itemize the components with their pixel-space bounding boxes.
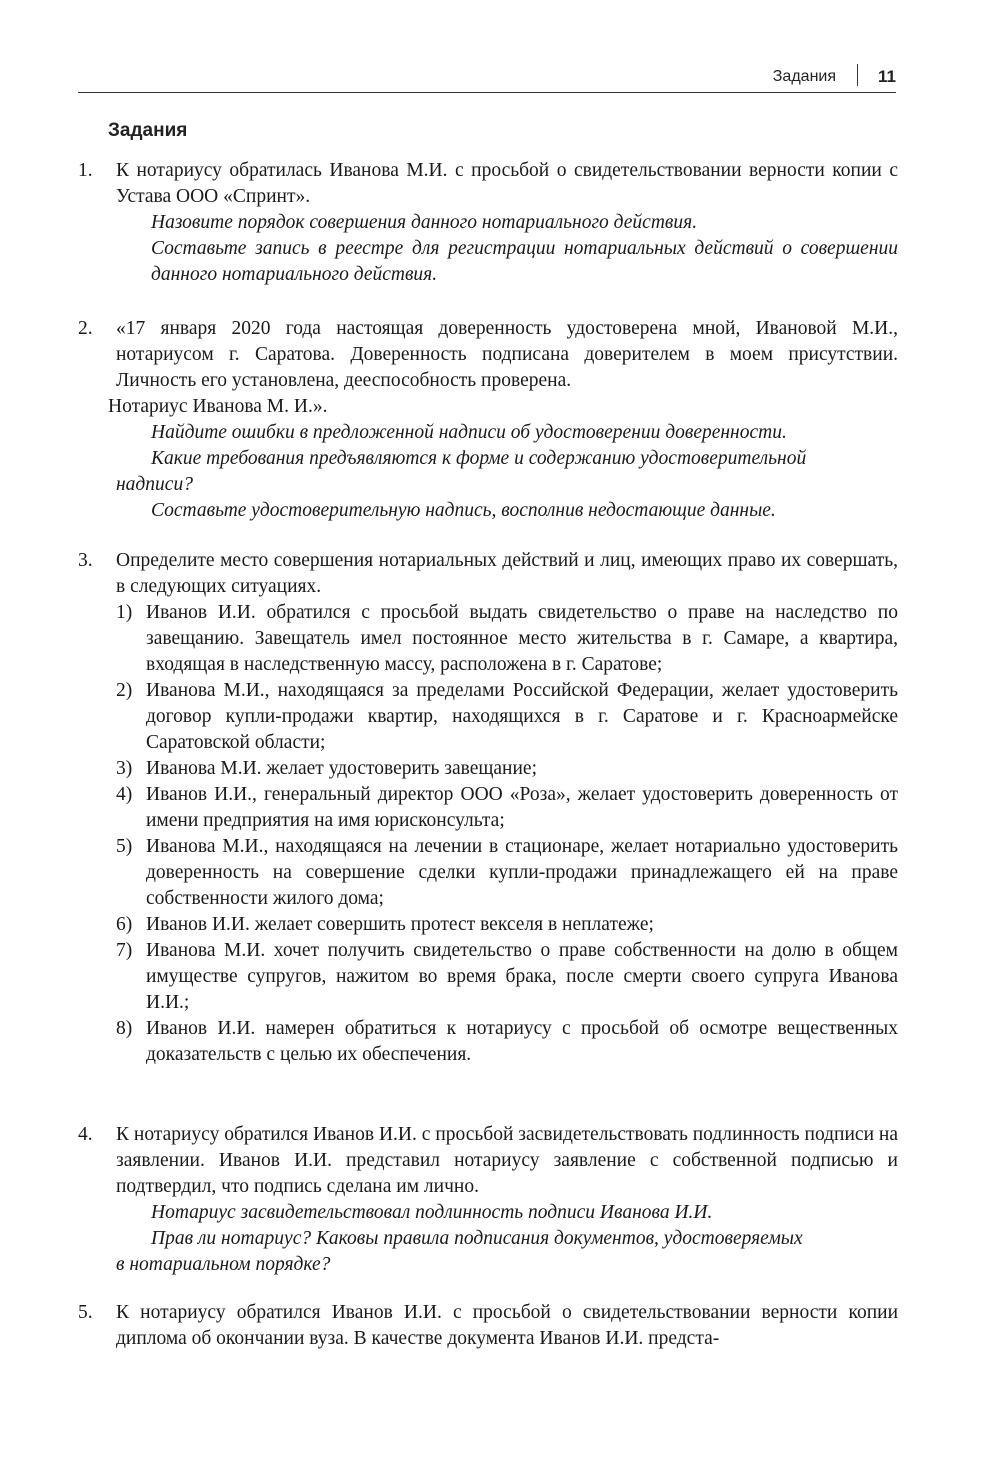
list-item: 5) Иванова М.И., находящаяся на лечении в стационаре, желает нотариально удостоверить доверенность на совершение сделки купли-продажи принадлежащего ей на праве собственности жилого дома; <box>116 836 898 909</box>
task-text: «17 января 2020 года настоящая доверенность удостоверена мной, Ивановой М.И., нотариусом г. Саратова. Доверенность подписана доверителем в моем присутствии. Личность его установлена, дееспособность проверена. <box>116 318 898 391</box>
task-5 <box>78 1300 898 1352</box>
task-1 <box>78 158 898 288</box>
task-2 <box>78 316 898 524</box>
page-header <box>78 62 896 93</box>
list-item: 7) Иванова М.И. хочет получить свидетельство о праве собственности на долю в общем имуществе супругов, нажитом во время брака, после смерти своего супруга Иванова И.И.; <box>116 940 898 1013</box>
notary-signature-line: Нотариус Иванова М. И.». <box>108 396 328 417</box>
task-text: К нотариусу обратился Иванов И.И. с просьбой о свидетельствовании верности копии диплома об окончании вуза. В качестве документа Иванов И.И. предста- <box>116 1302 898 1349</box>
task-question: Составьте запись в реестре для регистрации нотариальных действий о совершении данного нотариального действия. <box>151 238 898 285</box>
task-text: К нотариусу обратился Иванов И.И. с просьбой засвидетельствовать подлинность подписи на заявлении. Иванов И.И. представил нотариусу заявление с собственной подписью и подтвердил, что подпись сделана им лично. <box>116 1124 898 1197</box>
task-number: 1. <box>78 160 93 181</box>
task-number: 4. <box>78 1124 93 1145</box>
section-heading: Задания <box>108 120 188 141</box>
list-item: 3) Иванова М.И. желает удостоверить завещание; <box>116 758 537 779</box>
task-number: 5. <box>78 1302 93 1323</box>
task-question: Нотариус засвидетельствовал подлинность подписи Иванова И.И. <box>151 1202 713 1223</box>
task-4 <box>78 1122 898 1278</box>
task-question-continuation: в нотариальном порядке? <box>116 1254 331 1275</box>
task-question: Прав ли нотариус? Каковы правила подписания документов, удостоверяемых <box>151 1228 803 1249</box>
task-question: Найдите ошибки в предложенной надписи об удостоверении доверенности. <box>151 422 787 443</box>
list-item: 6) Иванов И.И. желает совершить протест векселя в неплатеже; <box>116 914 654 935</box>
header-section-title: Задания <box>772 68 836 85</box>
situation-list <box>116 600 898 1068</box>
task-text: К нотариусу обратилась Иванова М.И. с просьбой о свидетельствовании верности копии с Устава ООО «Спринт». <box>116 160 898 207</box>
list-item: 2) Иванова М.И., находящаяся за пределами Российской Федерации, желает удостоверить договор купли-продажи квартир, находящихся в г. Саратове и г. Красноармейске Саратовской области; <box>116 680 898 753</box>
task-number: 2. <box>78 318 93 339</box>
task-3 <box>78 548 898 1068</box>
task-question: Составьте удостоверительную надпись, восполнив недостающие данные. <box>151 500 776 521</box>
task-number: 3. <box>78 550 93 571</box>
page-number: 11 <box>878 67 896 86</box>
header-separator <box>857 64 859 86</box>
task-question: Назовите порядок совершения данного нотариального действия. <box>151 212 698 233</box>
task-text: Определите место совершения нотариальных действий и лиц, имеющих право их совершать, в следующих ситуациях. <box>116 550 898 597</box>
list-item: 8) Иванов И.И. намерен обратиться к нотариусу с просьбой об осмотре вещественных доказательств с целью их обеспечения. <box>116 1018 898 1065</box>
list-item: 1) Иванов И.И. обратился с просьбой выдать свидетельство о праве на наследство по завещанию. Завещатель имел постоянное место жительства в г. Самаре, а квартира, входящая в наследственную массу, расположена в г. Саратове; <box>116 602 898 675</box>
task-question: Какие требования предъявляются к форме и содержанию удостоверительной <box>151 448 807 469</box>
list-item: 4) Иванов И.И., генеральный директор ООО «Роза», желает удостоверить доверенность от имени предприятия на имя юрисконсульта; <box>116 784 898 831</box>
task-question-continuation: надписи? <box>116 474 193 495</box>
